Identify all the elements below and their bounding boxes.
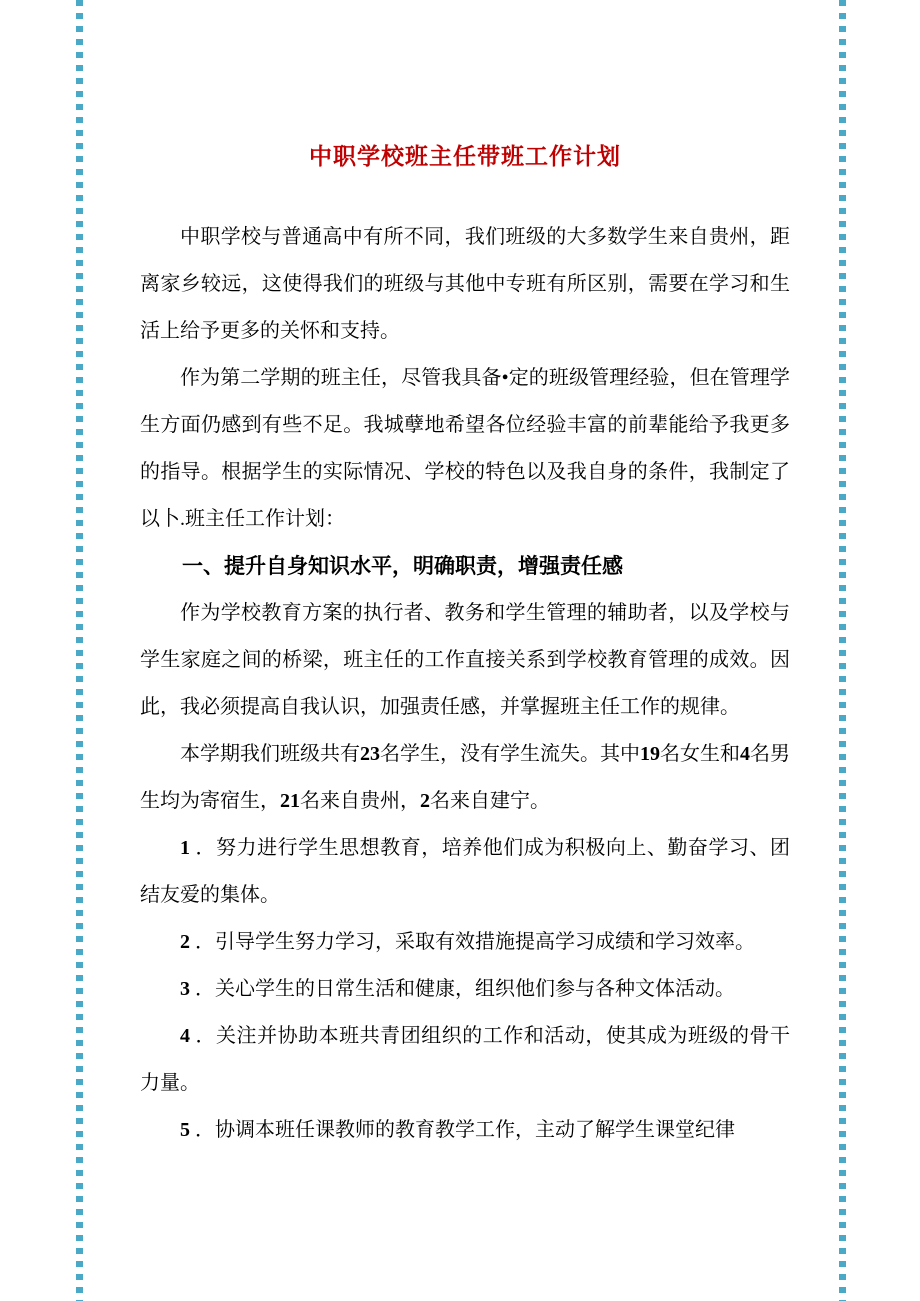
decorative-border-right	[839, 0, 846, 1301]
bold-text: 3	[180, 978, 190, 1000]
bold-text: 2	[180, 931, 190, 953]
body-text: 作为第二学期的班主任，尽管我具备•定的班级管理经验，但在管理学生方面仍感到有些不足。我城孽地希望各位经验丰富的前辈能给予我更多的指导。根据学生的实际情况、学校的特色以及我自身的条件，我制定了以卜.班主任工作计划：	[140, 367, 790, 530]
body-text: 中职学校与普通高中有所不同，我们班级的大多数学生来自贵州，距离家乡较远，这使得我们的班级与其他中专班有所区别，需要在学习和生活上给予更多的关怀和支持。	[140, 226, 790, 342]
bold-text: 4	[740, 743, 750, 765]
body-text: 作为学校教育方案的执行者、教务和学生管理的辅助者，以及学校与学生家庭之间的桥梁，班主任的工作直接关系到学校教育管理的成效。因此，我必须提高自我认识，加强责任感，并掌握班主任工作的规律。	[140, 602, 790, 718]
bold-text: 21	[280, 790, 300, 812]
bold-text: 1	[180, 837, 190, 859]
body-text: ．努力进行学生思想教育，培养他们成为积极向上、勤奋学习、团结友爱的集体。	[140, 837, 790, 906]
paragraph	[140, 825, 790, 919]
bold-text: 4	[180, 1025, 190, 1047]
decorative-border-left	[76, 0, 83, 1301]
paragraph	[140, 590, 790, 731]
paragraph	[140, 966, 790, 1013]
paragraph	[140, 214, 790, 355]
document-page	[140, 140, 790, 1154]
paragraph	[140, 1013, 790, 1107]
paragraph	[140, 919, 790, 966]
paragraph	[140, 355, 790, 543]
body-text: 本学期我们班级共有	[180, 743, 360, 765]
body-text: 名女生和	[660, 743, 740, 765]
paragraph	[140, 1107, 790, 1154]
document-title: 中职学校班主任带班工作计划	[309, 144, 621, 169]
bold-text: 2	[420, 790, 430, 812]
body-text: ．关注并协助本班共青团组织的工作和活动，使其成为班级的骨干力量。	[140, 1025, 790, 1094]
bold-text: 5	[180, 1119, 190, 1141]
body-text: ．协调本班任课教师的教育教学工作，主动了解学生课堂纪律	[190, 1119, 735, 1141]
bold-text: 23	[360, 743, 380, 765]
body-text: ．引导学生努力学习，采取有效措施提高学习成绩和学习效率。	[190, 931, 755, 953]
body-text: 名男生均为寄宿生，	[140, 743, 790, 812]
body-text: 名来自建宁。	[430, 790, 550, 812]
body-text: ．关心学生的日常生活和健康，组织他们参与各种文体活动。	[190, 978, 735, 1000]
paragraph	[140, 731, 790, 825]
body-text: 一、提升自身知识水平，明确职责，增强责任感	[182, 555, 623, 578]
document-body	[140, 214, 790, 1154]
body-text: 名来自贵州，	[300, 790, 420, 812]
body-text: 名学生，没有学生流失。其中	[380, 743, 640, 765]
bold-text: 19	[640, 743, 660, 765]
section-heading	[140, 543, 790, 590]
